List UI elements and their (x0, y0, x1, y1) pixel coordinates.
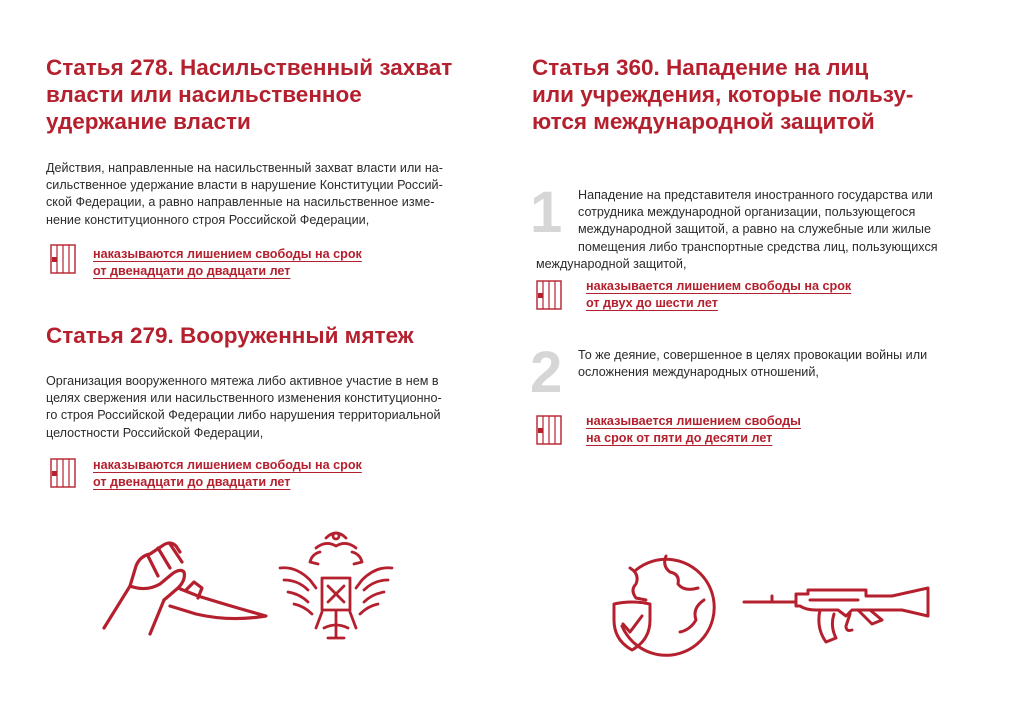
art278-text-line: ской Федерации, а равно направленные на насильственное изме- (46, 195, 435, 210)
globe-shield-icon (606, 548, 716, 658)
art278-title-line: власти или насильственное (46, 82, 362, 107)
art360-text-line: сотрудника международной организации, пользующегося (578, 205, 916, 220)
art360-title-line: или учреждения, которые пользу- (532, 82, 914, 107)
prison-bars-icon (536, 415, 562, 445)
art279-text-line: Организация вооруженного мятежа либо активное участие в нем в (46, 374, 439, 388)
art360-text-line: То же деяние, совершенное в целях провокации войны или (578, 348, 928, 362)
art279-text-line: го строя Российской Федерации либо нарушения территориальной (46, 408, 441, 423)
art278-text-line: нение конституционного строя Российской Федерации, (46, 212, 370, 227)
art278-title (46, 54, 452, 135)
art278-penalty-line: от двенадцати до двадцати лет (93, 264, 291, 278)
art360-penalty-line: от двух до шести лет (586, 296, 718, 310)
double-headed-eagle-icon (276, 528, 396, 648)
part-number: 1 (530, 180, 563, 245)
art279-text-line: целостности Российской Федерации, (46, 425, 264, 440)
art278-title-line: удержание власти (46, 109, 251, 134)
prison-bars-icon (50, 458, 76, 488)
art360-text-line: международной защитой, а равно на служебные или жилые (578, 222, 931, 237)
fist-knife-icon (100, 532, 270, 642)
art360-text-line: помещения либо транспортные средства лиц, пользующихся (578, 239, 938, 254)
art279-penalty (93, 457, 362, 491)
prison-bars-icon (50, 244, 76, 274)
art278-title-line: Статья 278. Насильственный захват (46, 55, 453, 80)
art360-penalty-line: наказывается лишением свободы (586, 414, 801, 428)
art360-title-line: ются международной защитой (532, 109, 875, 134)
art279-title: Статья 279. Вооруженный мятеж (46, 323, 414, 348)
art278-penalty-line: наказываются лишением свободы на срок (93, 247, 362, 261)
art279-penalty-line: от двенадцати до двадцати лет (93, 475, 291, 489)
prison-bars-icon (536, 280, 562, 310)
art360-text-line: осложнения международных отношений, (578, 365, 819, 380)
art360-title (532, 54, 913, 135)
art360-text-line: международной защитой, (536, 256, 687, 271)
art279-text-line: целях свержения или насильственного изменения конституционно- (46, 391, 442, 406)
rifle-icon (742, 570, 932, 645)
art278-penalty (93, 246, 362, 280)
part-number: 2 (530, 340, 563, 405)
art360-part2-penalty (586, 413, 801, 447)
art278-text (46, 160, 443, 229)
art278-text-line: Действия, направленные на насильственный захват власти или на- (46, 161, 443, 175)
art278-text-line: сильственное удержание власти в нарушение Конституции Россий- (46, 178, 443, 193)
art279-penalty-line: наказываются лишением свободы на срок (93, 458, 362, 472)
art360-part2-text (578, 347, 927, 381)
art360-title-line: Статья 360. Нападение на лиц (532, 55, 869, 80)
art279-text (46, 373, 442, 442)
art360-text-line: Нападение на представителя иностранного государства или (578, 188, 933, 202)
art360-part1-text (536, 187, 938, 273)
art360-part1-penalty (586, 278, 851, 312)
art360-penalty-line: наказывается лишением свободы на срок (586, 279, 852, 293)
art360-penalty-line: на срок от пяти до десяти лет (586, 431, 773, 445)
